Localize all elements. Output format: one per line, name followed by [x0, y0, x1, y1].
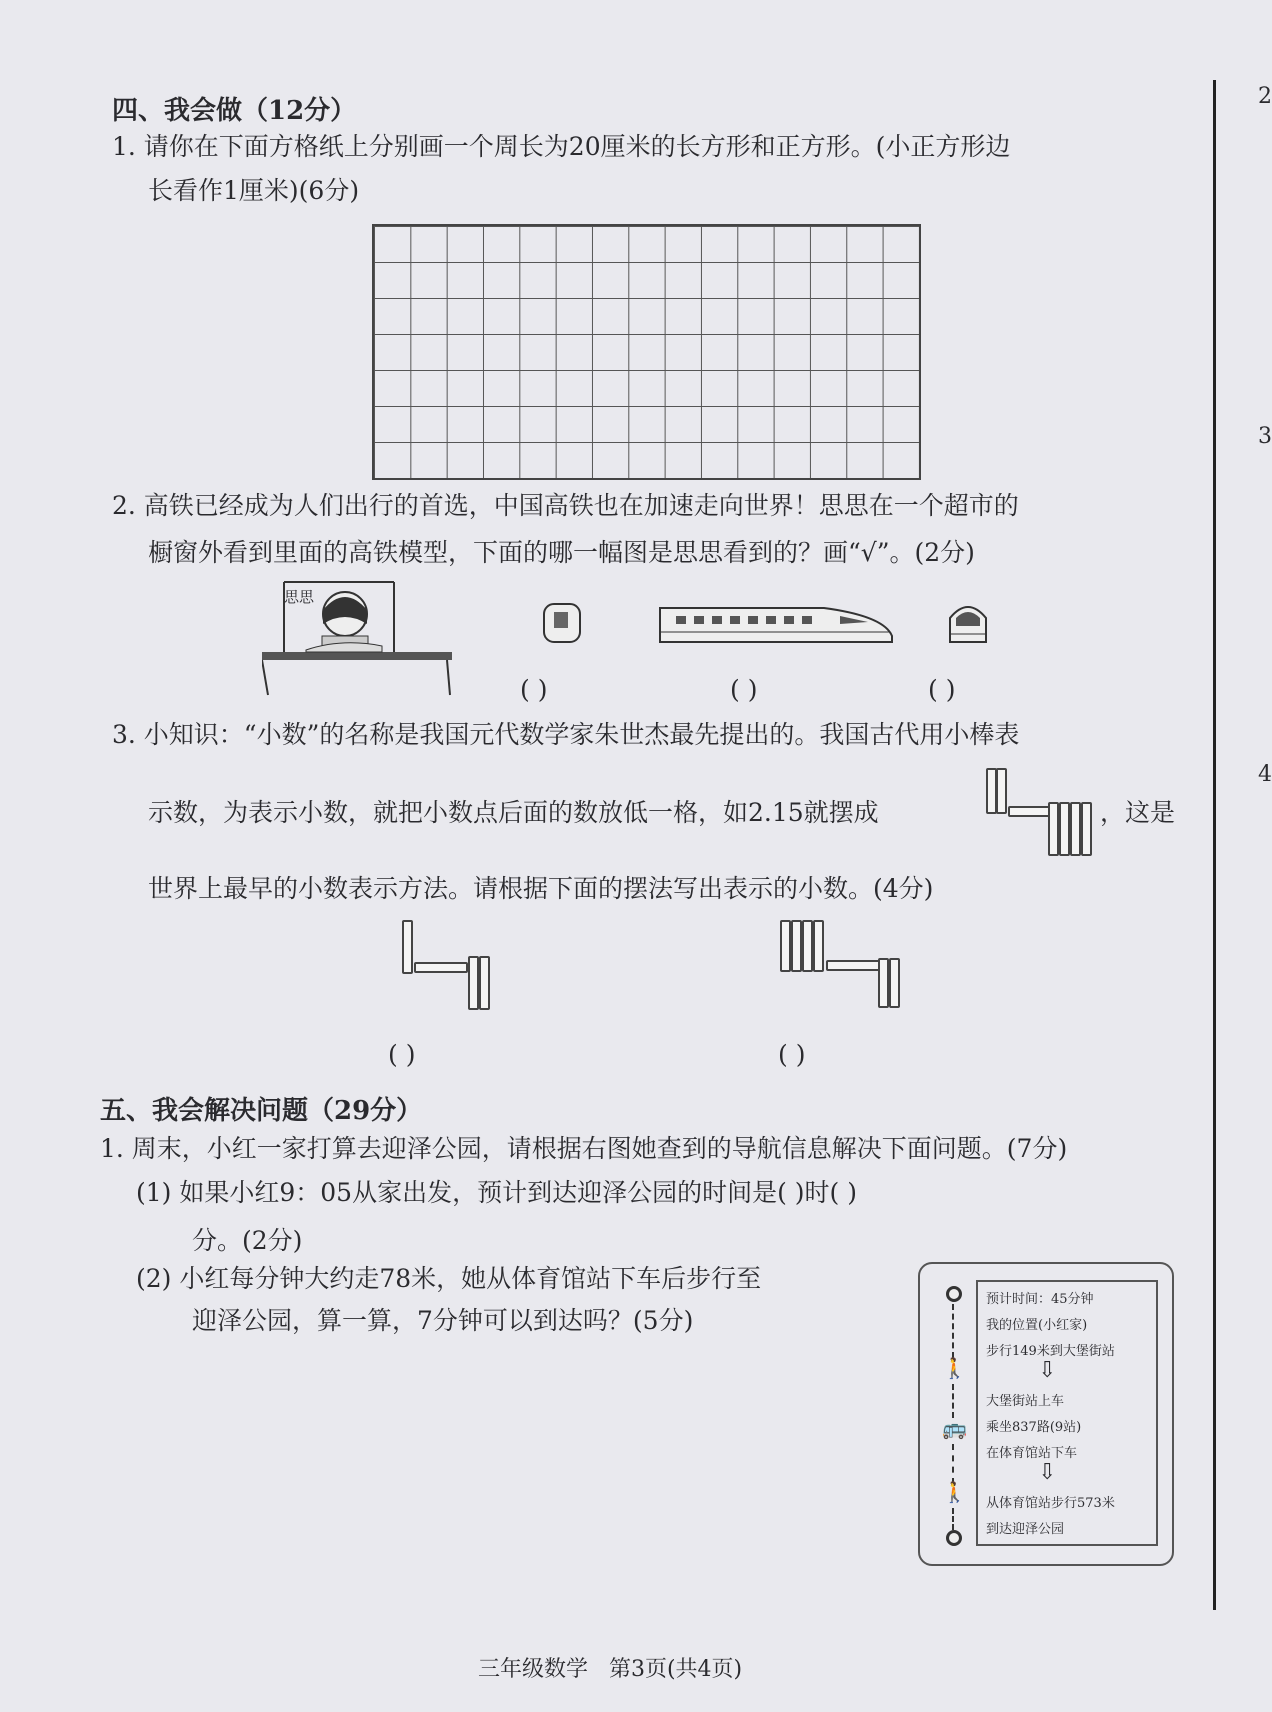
navigation-info-box [976, 1280, 1158, 1546]
s5-q1-1b: 分。(2分) [192, 1226, 303, 1255]
q3-line1: 3. 小知识：“小数”的名称是我国元代数学家朱世杰最先提出的。我国古代用小棒表 [112, 720, 1020, 749]
s5-q1-2a: (2) 小红每分钟大约走78米，她从体育馆站下车后步行至 [136, 1264, 762, 1293]
q2-line1: 2. 高铁已经成为人们出行的首选，中国高铁也在加速走向世界！思思在一个超市的 [112, 491, 1019, 520]
answer-paren-decimal-b[interactable]: ( ) [778, 1040, 806, 1069]
bus-icon: 🚌 [942, 1416, 967, 1440]
answer-paren-3[interactable]: ( ) [928, 675, 956, 704]
girl-name-label: 思思 [284, 588, 315, 606]
down-arrow-icon: ⇩ [1038, 1460, 1057, 1485]
down-arrow-icon: ⇩ [1038, 1358, 1057, 1383]
s5-q1-intro: 1. 周末，小红一家打算去迎泽公园，请根据右图她查到的导航信息解决下面问题。(7分) [100, 1134, 1068, 1163]
route-dash-line [952, 1384, 954, 1418]
page-footer: 三年级数学 第3页(共4页) [478, 1657, 743, 1682]
route-dash-line [952, 1508, 954, 1530]
route-dash-line [952, 1304, 954, 1358]
nav-arrive-park: 到达迎泽公园 [986, 1522, 1065, 1537]
stick-figure-a [400, 920, 500, 1010]
stick-figure-b [778, 920, 908, 1010]
answer-paren-decimal-a[interactable]: ( ) [388, 1040, 416, 1069]
grid-paper[interactable] [372, 224, 921, 480]
page-divider [1213, 80, 1216, 1610]
q3-line3: 世界上最早的小数表示方法。请根据下面的摆法写出表示的小数。(4分) [148, 874, 934, 903]
s5-q1-2b: 迎泽公园，算一算，7分钟可以到达吗？(5分) [192, 1306, 694, 1335]
nav-get-off: 在体育馆站下车 [986, 1446, 1078, 1461]
train-front-view [944, 598, 992, 648]
train-front-view-small [540, 600, 584, 646]
q3-line2a: 示数，为表示小数，就把小数点后面的数放低一格，如2.15就摆成 [148, 798, 879, 827]
section5-title: 五、我会解决问题（29分） [100, 1096, 423, 1126]
nav-walk-to-park: 从体育馆站步行573米 [986, 1496, 1115, 1511]
navigation-panel [918, 1262, 1174, 1566]
walking-person-icon: 🚶 [942, 1480, 967, 1504]
answer-paren-2[interactable]: ( ) [730, 675, 758, 704]
s5-q1-1a: (1) 如果小红9：05从家出发，预计到达迎泽公园的时间是( )时( ) [136, 1178, 857, 1207]
edge-number: 2 [1258, 84, 1272, 109]
edge-number: 4 [1258, 762, 1272, 787]
nav-estimated-time: 预计时间：45分钟 [986, 1292, 1094, 1307]
route-dash-line [952, 1444, 954, 1484]
q1-line2: 长看作1厘米)(6分) [148, 176, 360, 205]
nav-walk-to-station: 步行149米到大堡街站 [986, 1344, 1115, 1359]
walking-person-icon: 🚶 [942, 1356, 967, 1380]
edge-number: 3 [1258, 424, 1272, 449]
nav-my-location: 我的位置(小红家) [986, 1318, 1088, 1333]
answer-paren-1[interactable]: ( ) [520, 675, 548, 704]
train-side-view [654, 602, 898, 648]
q2-line2: 橱窗外看到里面的高铁模型，下面的哪一幅图是思思看到的？画“√”。(2分) [148, 538, 975, 567]
nav-bus-line: 乘坐837路(9站) [986, 1420, 1082, 1435]
example-sticks-2-15 [980, 768, 1090, 838]
start-circle-icon [946, 1286, 962, 1302]
nav-board-bus: 大堡街站上车 [986, 1394, 1065, 1409]
q3-line2b: ，这是 [1100, 798, 1176, 827]
end-circle-icon [946, 1530, 962, 1546]
section4-title: 四、我会做（12分） [112, 96, 357, 126]
q1-line1: 1. 请你在下面方格纸上分别画一个周长为20厘米的长方形和正方形。(小正方形边 [112, 132, 1011, 161]
